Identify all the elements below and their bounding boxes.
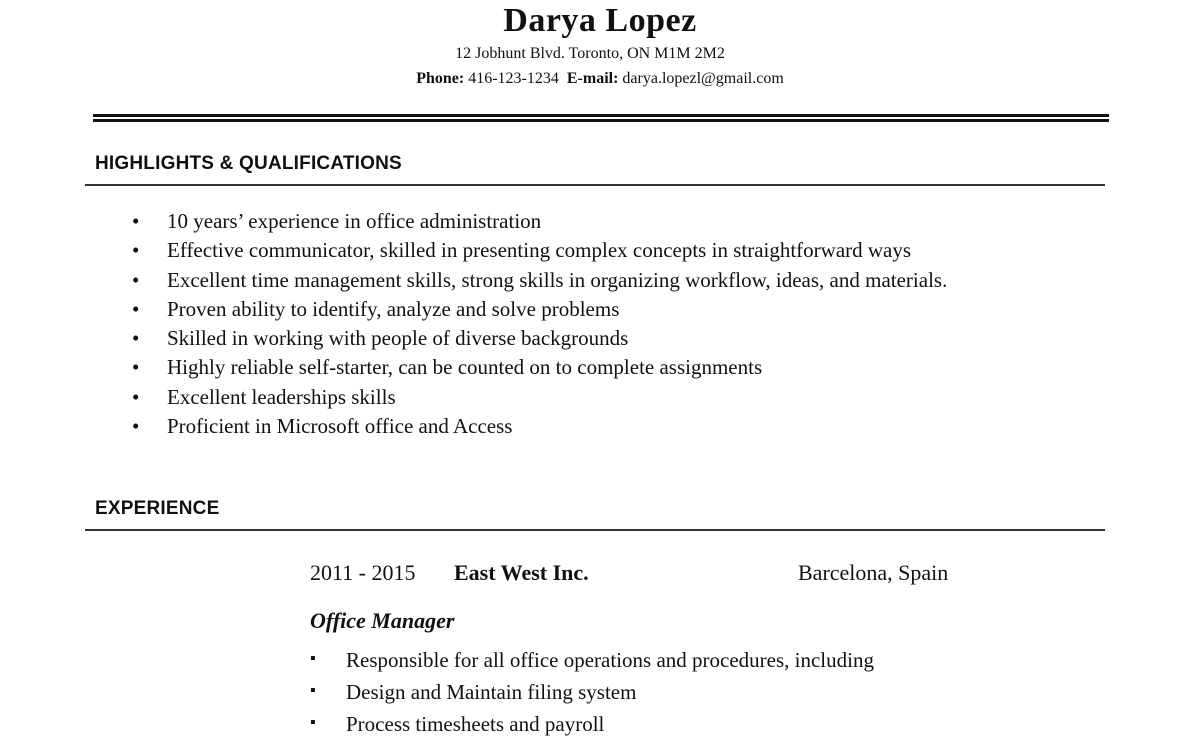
experience-heading: EXPERIENCE: [95, 498, 220, 519]
job-title: Office Manager: [310, 608, 455, 633]
email-label: E-mail:: [566, 70, 619, 87]
job-duty-item: [310, 676, 874, 708]
highlight-item: [132, 383, 947, 412]
resume-name: Darya Lopez: [503, 2, 697, 39]
email-value: darya.lopezl@gmail.com: [622, 70, 784, 87]
highlight-text: Skilled in working with people of diverse backgrounds: [167, 326, 629, 351]
highlights-list: [132, 207, 947, 441]
highlight-text: Proven ability to identify, analyze and solve problems: [167, 296, 620, 321]
highlight-text: 10 years’ experience in office administration: [167, 209, 542, 233]
highlight-item: [132, 353, 947, 382]
square-bullet-icon: ▪: [310, 714, 316, 731]
bullet-dot-icon: •: [132, 384, 140, 409]
header-divider-bottom: [93, 119, 1109, 122]
job-duties-list: [310, 644, 874, 740]
bullet-dot-icon: •: [132, 414, 140, 439]
job-years: 2011 - 2015: [310, 560, 416, 585]
bullet-dot-icon: •: [132, 326, 140, 351]
bullet-dot-icon: •: [132, 238, 140, 263]
highlight-text: Excellent time management skills, strong skills in organizing workflow, ideas, and materials.: [167, 267, 948, 292]
highlight-item: [132, 324, 947, 353]
bullet-dot-icon: •: [132, 296, 140, 321]
job-duty-item: [310, 708, 874, 740]
job-duty-text: Process timesheets and payroll: [346, 712, 605, 736]
highlight-item: [132, 266, 947, 295]
job-duty-text: Design and Maintain filing system: [346, 680, 637, 704]
square-bullet-icon: ▪: [310, 650, 316, 667]
bullet-dot-icon: •: [132, 267, 140, 292]
highlight-text: Proficient in Microsoft office and Access: [167, 414, 513, 439]
highlight-text: Highly reliable self-starter, can be counted on to complete assignments: [167, 355, 763, 380]
job-duty-text: Responsible for all office operations and procedures, including: [346, 648, 874, 672]
highlight-text: Excellent leaderships skills: [167, 384, 396, 409]
highlight-item: [132, 236, 947, 265]
bullet-dot-icon: •: [132, 355, 140, 380]
job-location: Barcelona, Spain: [798, 560, 949, 585]
highlight-item: [132, 295, 947, 324]
phone-value: 416-123-1234: [468, 70, 559, 87]
experience-divider: [85, 529, 1105, 531]
resume-address: 12 Jobhunt Blvd. Toronto, ON M1M 2M2: [455, 45, 725, 62]
job-duty-item: [310, 644, 874, 676]
header-divider-top: [93, 114, 1109, 117]
bullet-dot-icon: •: [132, 209, 140, 233]
highlight-text: Effective communicator, skilled in presenting complex concepts in straightforward ways: [167, 238, 912, 263]
phone-label: Phone:: [416, 70, 465, 87]
highlight-item: [132, 207, 947, 236]
job-company: East West Inc.: [454, 560, 589, 585]
highlights-divider: [85, 184, 1105, 186]
highlights-heading: HIGHLIGHTS & QUALIFICATIONS: [95, 153, 402, 174]
highlight-item: [132, 412, 947, 441]
resume-contact-line: [0, 70, 1200, 88]
square-bullet-icon: ▪: [310, 682, 316, 699]
